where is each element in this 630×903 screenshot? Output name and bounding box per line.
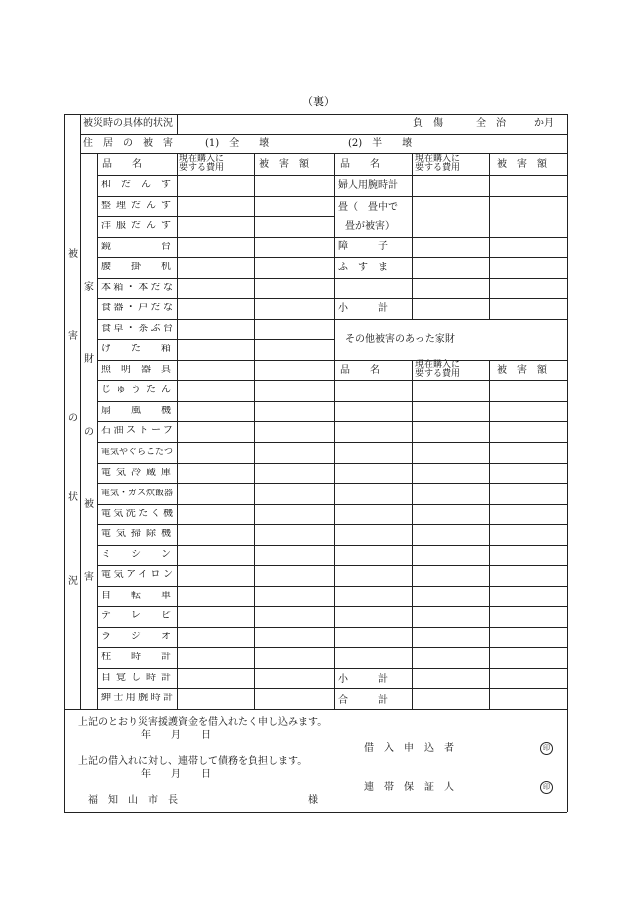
table-rule [334,606,567,607]
table-rule [97,216,334,217]
vertical-label-char: 状 [68,492,78,503]
household-item-label: 鏡台 [101,242,171,252]
table-rule [334,257,567,258]
table-rule [64,114,65,812]
table-rule [64,812,567,813]
table-rule [334,688,567,689]
full-destruction-option: (1) 全 壊 [205,138,270,149]
table-rule [97,237,334,238]
table-rule [97,483,334,484]
table-rule [80,153,567,154]
table-rule [334,237,567,238]
household-item-label: 食器・戸だな [101,303,173,313]
table-rule [334,504,567,505]
table-rule [334,401,567,402]
table-rule [80,114,81,709]
honorific-label: 様 [308,795,318,806]
table-rule [97,545,334,546]
household-item-label: テレビ [101,611,171,621]
household-item-label: 和だんす [101,180,171,190]
application-text: 上記のとおり災害援護資金を借入れたく申し込みます。 [78,717,328,728]
table-rule [334,278,567,279]
household-item-label: じゅうたん [101,385,171,395]
womens-watch-label: 婦人用腕時計 [338,180,398,191]
seal-mark-icon: 印 [540,781,553,794]
table-rule [334,380,567,381]
cost-header-other-line2: 要する費用 [415,369,461,379]
table-rule [334,319,567,320]
table-rule [97,647,334,648]
table-rule [412,360,413,709]
table-rule [334,647,567,648]
table-rule [334,483,567,484]
table-rule [334,421,567,422]
table-rule [80,134,567,135]
damage-header-right: 被 害 額 [497,159,547,170]
household-item-label: 本箱・本だな [101,283,173,293]
guarantee-date: 年 月 日 [141,769,211,780]
table-rule [97,627,334,628]
table-rule [97,586,334,587]
household-item-label: 自転車 [101,591,171,601]
fusuma-label: ふ す ま [338,262,388,273]
vertical-label-char: の [68,413,78,424]
table-rule [97,360,334,361]
household-item-label: げた箱 [101,344,171,354]
applicant-label: 借 入 申 込 者 [364,743,454,754]
household-item-label: 扇風機 [101,406,171,416]
inner-vertical-label-char: 害 [84,572,94,583]
table-rule [64,114,567,115]
guarantee-text: 上記の借入れに対し、連帯して債務を負担します。 [78,756,308,767]
household-item-label: 目覚し時計 [101,673,171,683]
table-rule [97,606,334,607]
table-rule [97,175,567,176]
inner-vertical-label-char: 家 [84,282,94,293]
cost-header-line1: 現在購入に [179,154,225,164]
inner-vertical-label-char: 被 [84,499,94,510]
table-rule [97,278,334,279]
table-rule [97,565,334,566]
table-rule [489,360,490,709]
vertical-label-char: 害 [68,331,78,342]
table-rule [334,463,567,464]
item-header-other: 品 名 [340,365,380,376]
table-rule [334,298,567,299]
table-rule [334,442,567,443]
table-rule [97,421,334,422]
tatami-label-line2: 畳が被害） [345,221,395,232]
inner-vertical-label-char: の [84,427,94,438]
table-rule [97,196,334,197]
seal-mark-icon: 印 [540,742,553,755]
injury-label: 負 傷 [413,118,443,129]
household-item-label: 洋服だんす [101,221,171,231]
household-item-label: 紳士用腕時計 [101,693,173,703]
household-item-label: 電気冷蔵庫 [101,468,171,478]
household-item-label: 電気洗たく機 [101,509,173,519]
table-rule [177,114,178,134]
item-header: 品 名 [102,159,142,170]
table-rule [334,627,567,628]
table-rule [334,586,567,587]
table-rule [97,463,334,464]
page-title: （裏） [302,95,335,108]
household-item-label: 柱時計 [101,652,171,662]
household-item-label: 電気やぐらこたつ [101,448,173,457]
household-item-label: 電気掃除機 [101,529,171,539]
table-rule [334,565,567,566]
table-rule [97,524,334,525]
cost-header-line2: 要する費用 [179,163,225,173]
household-item-label: ラジオ [101,632,171,642]
inner-vertical-label-char: 財 [84,354,94,365]
household-item-label: 整理だんす [101,201,171,211]
table-rule [97,442,334,443]
table-rule [334,668,567,669]
table-rule [334,196,567,197]
recovery-label: 全 治 [476,118,506,129]
table-rule [97,668,334,669]
shoji-label: 障 子 [338,241,388,252]
cost-header-right-line2: 要する費用 [415,163,461,173]
table-rule [334,524,567,525]
table-rule [334,360,567,361]
table-rule [97,401,334,402]
housing-damage-label: 住 居 の 被 害 [83,138,173,149]
vertical-label-char: 況 [68,576,78,587]
table-rule [97,688,334,689]
other-property-title: その他被害のあった家財 [345,334,455,345]
household-item-label: 照明器具 [101,365,171,375]
household-item-label: 電気・ガス炊飯器 [101,489,173,498]
mayor-label: 福 知 山 市 長 [88,795,178,806]
months-label: か月 [534,118,554,129]
table-rule [97,380,334,381]
subtotal-label: 小 計 [338,303,388,314]
tatami-label-line1: 畳（ 畳中で [338,202,398,213]
half-destruction-option: (2) 半 壊 [348,138,413,149]
cost-header-other-line1: 現在購入に [415,360,461,370]
household-item-label: 電気アイロン [101,570,173,580]
cost-header-right-line1: 現在購入に [415,154,461,164]
table-rule [412,153,413,319]
household-item-label: 腰掛机 [101,262,171,272]
table-rule [334,545,567,546]
table-rule [97,319,334,320]
table-rule [567,114,568,812]
table-rule [97,298,334,299]
table-rule [97,339,334,340]
table-rule [97,504,334,505]
damage-header: 被 害 額 [259,159,309,170]
item-header-right: 品 名 [340,159,380,170]
table-rule [64,709,567,710]
guarantor-label: 連 帯 保 証 人 [364,782,454,793]
vertical-label-char: 被 [68,249,78,260]
household-item-label: 石油ストーブ [101,426,173,436]
damage-header-other: 被 害 額 [497,365,547,376]
subtotal2-label: 小 計 [338,674,388,685]
table-rule [97,257,334,258]
table-rule [489,153,490,319]
application-date: 年 月 日 [141,730,211,741]
household-item-label: ミシン [101,550,171,560]
household-item-label: 食卓・茶ぶ台 [101,324,173,334]
situation-label: 被災時の具体的状況 [83,118,173,129]
total-label: 合 計 [338,695,388,706]
